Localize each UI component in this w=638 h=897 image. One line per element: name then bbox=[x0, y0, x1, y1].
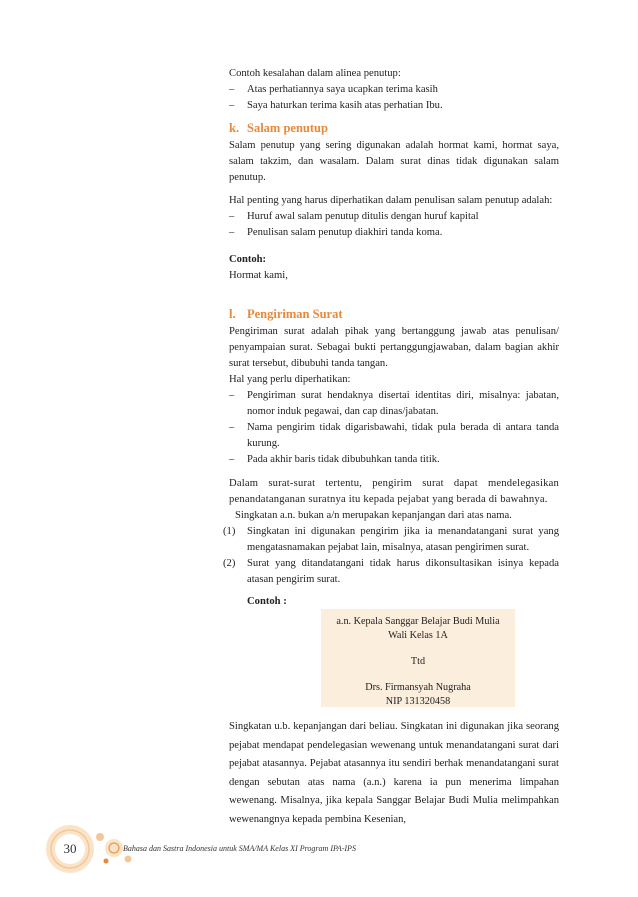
section-l-para4: Singkatan a.n. bukan a/n merupakan kepanjangan dari atas nama. bbox=[235, 510, 512, 521]
section-k-heading bbox=[229, 119, 559, 137]
section-k bbox=[229, 119, 559, 284]
section-l-para2: Hal yang perlu diperhatikan: bbox=[229, 374, 351, 385]
section-l-bullet: – Pada akhir baris tidak dibubuhkan tanda titik. bbox=[229, 452, 559, 468]
section-l-numbered-item bbox=[223, 556, 559, 588]
section-k-example-label: Contoh: bbox=[229, 254, 267, 265]
item-number: (2) bbox=[223, 558, 236, 569]
intro-bullet: – Atas perhatiannya saya ucapkan terima kasih bbox=[229, 82, 559, 98]
section-k-para1: Salam penutup yang sering digunakan adalah hormat kami, hormat saya, salam takzim, dan wasalam. Dalam surat dinas tidak digunakan salam penutup. bbox=[229, 140, 559, 183]
item-text: Surat yang ditandatangani tidak harus dikonsultasikan isinya kepada atasan pengirim surat. bbox=[247, 558, 559, 585]
section-l-para1: Pengiriman surat adalah pihak yang bertanggung jawab atas penulisan/ penyampaian surat. Sebagai bukti pertanggungjawaban, dalam bagian akhir surat tersebut, dibubuhi tanda tangan. bbox=[229, 326, 559, 369]
section-l-bullet: – Pengiriman surat hendaknya disertai identitas diri, misalnya: jabatan, nomor induk pegawai, dan cap dinas/jabatan. bbox=[229, 388, 559, 420]
signature-box bbox=[321, 609, 515, 707]
section-l bbox=[223, 305, 559, 610]
intro-line: Contoh kesalahan dalam alinea penutup: bbox=[229, 68, 401, 79]
signature-line2: Wali Kelas 1A bbox=[388, 630, 448, 641]
section-k-letter: k. bbox=[229, 121, 240, 135]
page-number: 30 bbox=[63, 841, 77, 856]
section-k-example-text: Hormat kami, bbox=[229, 270, 288, 281]
intro-bullet: – Saya haturkan terima kasih atas perhatian Ibu. bbox=[229, 98, 559, 114]
signature-line1: a.n. Kepala Sanggar Belajar Budi Mulia bbox=[336, 616, 500, 627]
section-k-bullet: – Huruf awal salam penutup ditulis dengan huruf kapital bbox=[229, 209, 559, 225]
signature-line4: Drs. Firmansyah Nugraha bbox=[365, 682, 471, 693]
signature-line3: Ttd bbox=[410, 656, 426, 667]
section-l-example-label: Contoh : bbox=[247, 596, 287, 607]
section-l-heading bbox=[229, 305, 559, 323]
section-k-para2: Hal penting yang harus diperhatikan dalam penulisan salam penutup adalah: bbox=[229, 195, 553, 206]
item-text: Singkatan ini digunakan pengirim jika ia menandatangani surat yang mengatasnamakan pejabat lain, misalnya, atasan pengirimen surat. bbox=[247, 526, 559, 553]
section-l-para5: Singkatan u.b. kepanjangan dari beliau. Singkatan ini digunakan jika seorang pejabat mendapat pendelegasian wewenang untuk menandatangani surat dari pejabat atasannya. Pejabat atasannya itu sendiri berhak menandatangani surat dengan sebutan atas nama (a.n.) karena ia pun menerima limpahan wewenang. Misalnya, jika kepala Sanggar Belajar Budi Mulia melimpahkan wewenangnya kepada pembina Kesenian, bbox=[229, 721, 559, 825]
closing-block bbox=[229, 718, 559, 829]
section-k-title: Salam penutup bbox=[247, 121, 328, 135]
book-title: Bahasa dan Sastra Indonesia untuk SMA/MA Kelas XI Program IPA-IPS bbox=[123, 844, 356, 853]
section-k-bullet: – Penulisan salam penutup diakhiri tanda koma. bbox=[229, 225, 559, 241]
section-l-para3: Dalam surat-surat tertentu, pengirim surat dapat mendelegasikan penandatanganan suratnya itu kepada pejabat yang berada di bawahnya. bbox=[229, 478, 559, 505]
section-l-numbered-item bbox=[223, 524, 559, 556]
section-l-bullet: – Nama pengirim tidak digarisbawahi, tidak pula berada di antara tanda kurung. bbox=[229, 420, 559, 452]
intro-block bbox=[229, 66, 559, 114]
signature-line5: NIP 131320458 bbox=[385, 696, 451, 707]
section-l-title: Pengiriman Surat bbox=[247, 307, 343, 321]
section-l-letter: l. bbox=[229, 307, 236, 321]
item-number: (1) bbox=[223, 526, 236, 537]
